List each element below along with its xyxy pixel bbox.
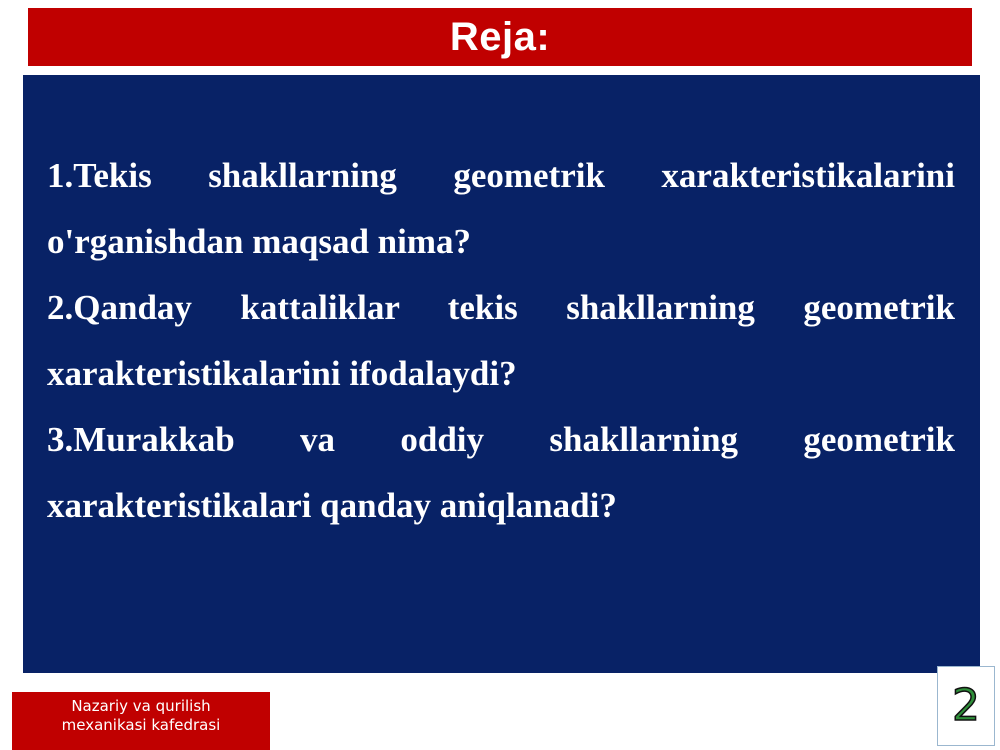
footer-department-label: Nazariy va qurilish mexanikasi kafedrasi [61,697,221,734]
footer-department-box [12,692,270,750]
plan-item-1: 1.Tekis shakllarning geometrik xarakteristikalarini o'rganishdan maqsad nima? [47,156,955,261]
plan-item-3: 3.Murakkab va oddiy shakllarning geometrik xarakteristikalari qanday aniqlanadi? [47,420,955,525]
content-panel [23,75,980,673]
plan-item-2: 2.Qanday kattaliklar tekis shakllarning geometrik xarakteristikalarini ifodalaydi? [47,288,955,393]
slide-title: Reja: [449,14,551,59]
page-number: 2 [952,680,980,731]
page-number-box [937,666,995,746]
title-bar [28,8,972,66]
plan-list [47,143,955,539]
